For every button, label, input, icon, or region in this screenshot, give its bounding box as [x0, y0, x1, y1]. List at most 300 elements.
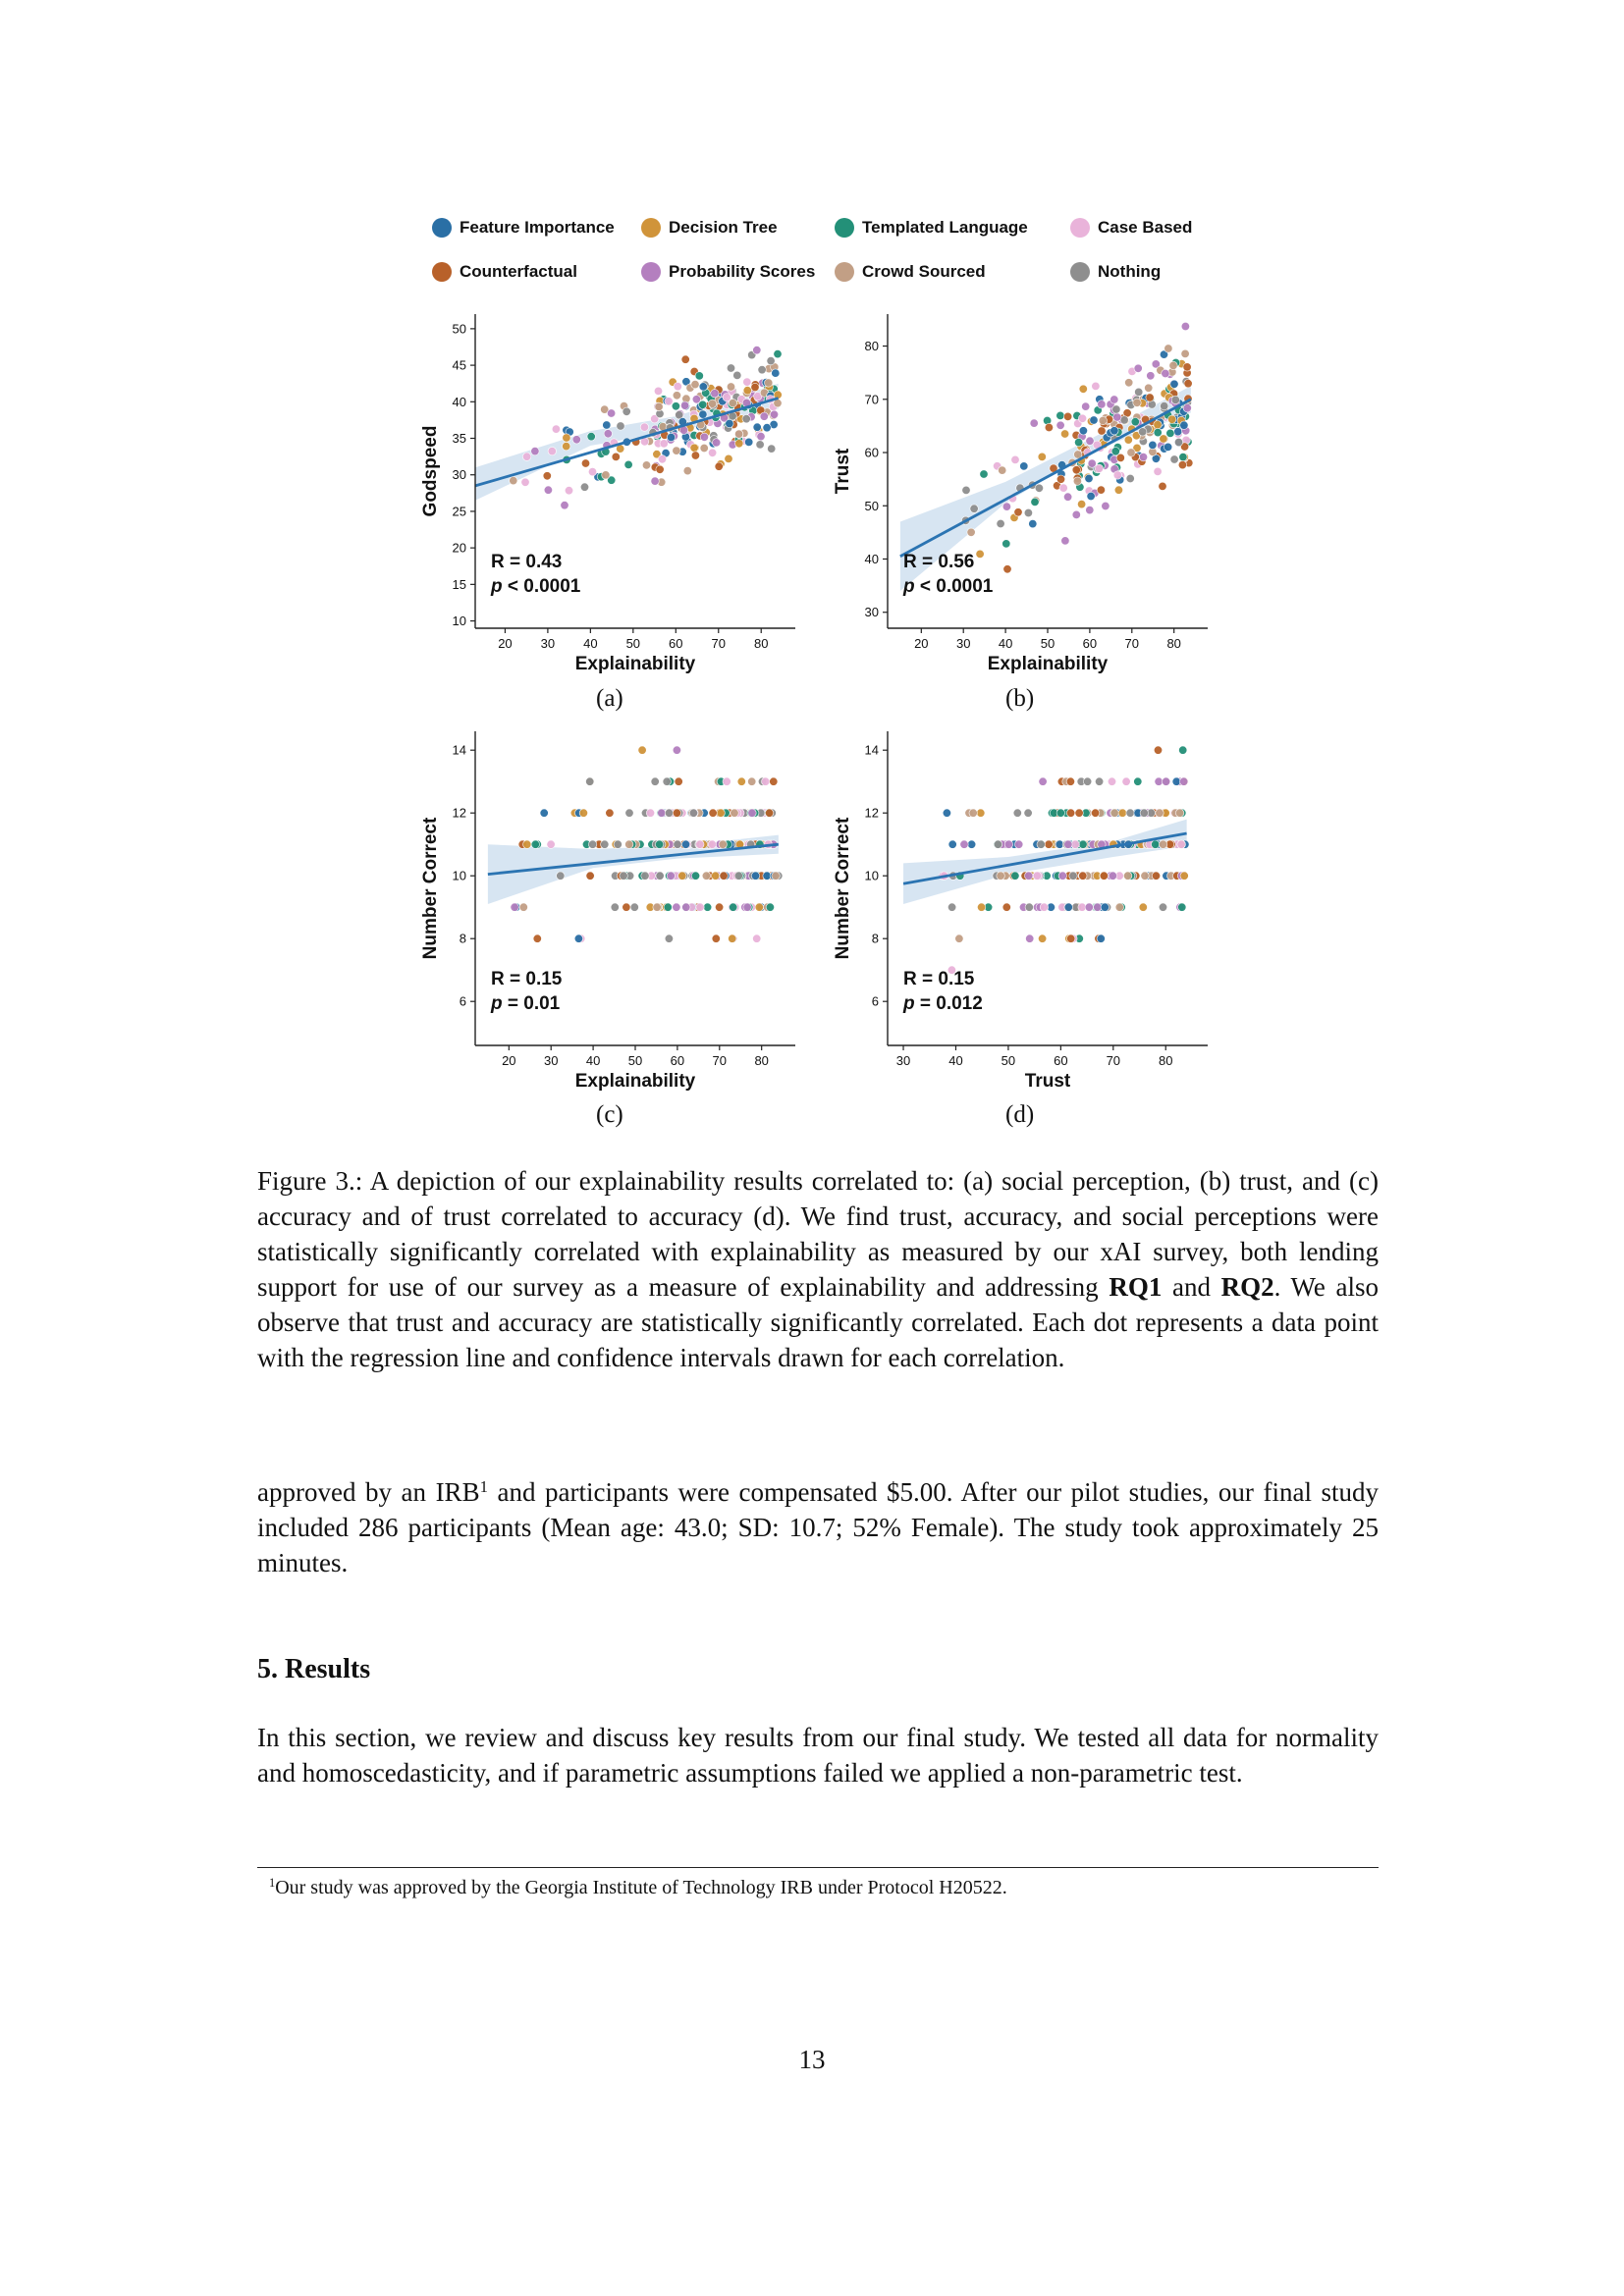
data-point — [586, 872, 594, 880]
data-point — [658, 455, 666, 463]
data-point — [1011, 872, 1019, 880]
data-point — [1135, 388, 1143, 396]
data-point — [1123, 872, 1131, 880]
data-point — [1004, 840, 1012, 848]
data-point — [625, 840, 633, 848]
y-tick-label: 60 — [864, 445, 879, 460]
data-point — [547, 840, 555, 848]
data-point — [1097, 934, 1105, 942]
x-tick-label: 30 — [543, 1053, 559, 1068]
data-point — [1156, 809, 1164, 817]
data-point — [1113, 413, 1121, 421]
legend-dot — [835, 262, 854, 282]
data-point — [1122, 777, 1130, 785]
data-point — [1085, 474, 1093, 482]
data-point — [715, 462, 723, 470]
data-point — [681, 840, 689, 848]
data-point — [723, 394, 731, 401]
stat-r: R = 0.43 — [491, 552, 563, 572]
x-tick-label: 50 — [1040, 636, 1056, 651]
data-point — [997, 519, 1004, 527]
data-point — [717, 809, 725, 817]
data-point — [543, 472, 551, 480]
data-point — [695, 372, 703, 380]
x-tick-label: 80 — [753, 636, 769, 651]
rq2-label: RQ2 — [1220, 1272, 1274, 1302]
data-point — [702, 872, 710, 880]
data-point — [1063, 412, 1071, 420]
data-point — [1056, 411, 1064, 419]
data-point — [588, 840, 596, 848]
data-point — [1033, 872, 1041, 880]
x-tick-label: 20 — [498, 636, 513, 651]
data-point — [1166, 429, 1174, 437]
data-point — [641, 872, 649, 880]
legend-dot — [835, 218, 854, 238]
data-point — [673, 746, 680, 754]
data-point — [521, 478, 529, 486]
data-point — [1078, 414, 1086, 422]
data-point — [1099, 416, 1107, 424]
data-point — [1169, 361, 1177, 369]
data-point — [734, 872, 742, 880]
data-point — [976, 550, 984, 558]
data-point — [708, 449, 716, 456]
data-point — [1134, 777, 1142, 785]
data-point — [1154, 746, 1162, 754]
legend-item-crowd-sourced: Crowd Sourced — [835, 262, 986, 282]
data-point — [1075, 809, 1083, 817]
data-point — [1038, 453, 1046, 460]
chart-c-svg — [412, 721, 805, 1095]
data-point — [1069, 872, 1077, 880]
data-point — [1179, 746, 1187, 754]
data-point — [943, 809, 950, 817]
data-point — [1170, 380, 1178, 388]
data-point — [762, 777, 770, 785]
data-point — [970, 505, 978, 512]
data-point — [1095, 464, 1103, 472]
data-point — [947, 903, 955, 911]
data-point — [1030, 419, 1038, 427]
data-point — [1039, 777, 1047, 785]
x-tick-label: 30 — [540, 636, 556, 651]
data-point — [1140, 809, 1148, 817]
data-point — [691, 380, 699, 388]
data-point — [997, 872, 1004, 880]
data-point — [1063, 493, 1071, 501]
y-tick-label: 8 — [459, 931, 466, 946]
y-tick-label: 40 — [864, 551, 879, 566]
data-point — [1003, 565, 1011, 573]
data-point — [748, 777, 756, 785]
confidence-band — [903, 820, 1187, 904]
y-axis-label: Godspeed — [420, 425, 441, 517]
data-point — [734, 430, 742, 438]
data-point — [772, 369, 780, 377]
y-tick-label: 15 — [452, 576, 466, 592]
data-point — [1126, 474, 1134, 482]
data-point — [955, 934, 963, 942]
data-point — [731, 809, 738, 817]
data-point — [638, 746, 646, 754]
chart-c — [412, 721, 805, 1095]
data-point — [700, 433, 708, 441]
data-point — [758, 366, 766, 374]
data-point — [1002, 540, 1010, 548]
data-point — [654, 387, 662, 395]
data-point — [712, 872, 720, 880]
data-point — [1064, 840, 1072, 848]
data-point — [667, 433, 675, 441]
data-point — [765, 379, 773, 387]
data-point — [548, 447, 556, 454]
x-tick-label: 30 — [955, 636, 971, 651]
y-tick-label: 80 — [864, 339, 879, 354]
data-point — [699, 400, 707, 408]
y-axis-label: Number Correct — [833, 817, 853, 960]
data-point — [665, 809, 673, 817]
data-point — [611, 903, 619, 911]
x-tick-label: 80 — [1159, 1053, 1173, 1068]
data-point — [1180, 777, 1188, 785]
chart-b-svg — [825, 304, 1218, 677]
data-point — [1131, 418, 1139, 426]
data-point — [1015, 840, 1023, 848]
footnote-divider — [257, 1867, 1379, 1868]
data-point — [1045, 840, 1053, 848]
chart-d-svg — [825, 721, 1218, 1095]
data-point — [748, 809, 756, 817]
x-tick-label: 70 — [712, 1053, 728, 1068]
data-point — [1094, 903, 1102, 911]
data-point — [960, 840, 968, 848]
data-point — [690, 444, 698, 452]
legend-item-templated-language: Templated Language — [835, 218, 1028, 238]
data-point — [1079, 385, 1087, 393]
data-point — [642, 461, 650, 469]
data-point — [1083, 777, 1091, 785]
data-point — [1162, 369, 1169, 377]
data-point — [733, 371, 741, 379]
data-point — [563, 442, 570, 450]
data-point — [1035, 484, 1043, 492]
data-point — [757, 432, 765, 440]
y-tick-label: 8 — [871, 931, 879, 946]
data-point — [703, 903, 711, 911]
data-point — [1178, 903, 1186, 911]
data-point — [999, 466, 1006, 474]
y-tick-label: 6 — [459, 993, 466, 1009]
data-point — [673, 392, 680, 400]
data-point — [1031, 498, 1039, 506]
legend-item-case-based: Case Based — [1070, 218, 1192, 238]
data-point — [533, 934, 541, 942]
data-point — [1002, 503, 1010, 510]
data-point — [624, 460, 632, 468]
data-point — [1040, 903, 1048, 911]
data-point — [980, 470, 988, 478]
chart-a-svg — [412, 304, 805, 677]
data-point — [1114, 486, 1122, 494]
data-point — [723, 777, 731, 785]
data-point — [510, 476, 517, 484]
stat-p: p = 0.012 — [903, 993, 983, 1014]
data-point — [1174, 438, 1182, 446]
data-point — [1139, 903, 1147, 911]
data-point — [1180, 872, 1188, 880]
data-point — [1161, 401, 1168, 409]
data-point — [1110, 809, 1118, 817]
data-point — [540, 809, 548, 817]
data-point — [742, 415, 750, 423]
stat-r: R = 0.15 — [491, 969, 563, 989]
data-point — [1155, 777, 1163, 785]
data-point — [607, 409, 615, 417]
data-point — [1100, 872, 1108, 880]
legend-dot — [432, 218, 452, 238]
data-point — [580, 483, 588, 491]
data-point — [765, 809, 773, 817]
data-point — [531, 447, 539, 454]
y-tick-label: 20 — [452, 540, 466, 556]
data-point — [770, 410, 778, 418]
data-point — [625, 809, 633, 817]
data-point — [755, 903, 763, 911]
y-tick-label: 50 — [864, 498, 879, 513]
data-point — [1102, 502, 1110, 509]
data-point — [1085, 903, 1093, 911]
data-point — [655, 840, 663, 848]
y-tick-label: 12 — [452, 805, 466, 821]
data-point — [1082, 402, 1090, 410]
data-point — [1108, 777, 1115, 785]
data-point — [745, 438, 753, 446]
x-tick-label: 20 — [914, 636, 929, 651]
data-point — [1101, 903, 1109, 911]
data-point — [531, 840, 539, 848]
data-point — [523, 840, 531, 848]
data-point — [1011, 455, 1019, 463]
data-point — [1025, 872, 1033, 880]
data-point — [1154, 467, 1162, 475]
x-tick-label: 40 — [998, 636, 1013, 651]
data-point — [673, 809, 680, 817]
data-point — [977, 809, 985, 817]
data-point — [606, 809, 614, 817]
data-point — [1014, 508, 1022, 516]
data-point — [1126, 809, 1134, 817]
legend-dot — [1070, 262, 1090, 282]
data-point — [720, 872, 728, 880]
data-point — [729, 934, 736, 942]
data-point — [1110, 427, 1118, 435]
data-point — [1056, 809, 1064, 817]
x-axis-label: Explainability — [574, 1071, 696, 1092]
data-point — [727, 383, 734, 391]
data-point — [760, 412, 768, 420]
data-point — [1073, 477, 1081, 485]
data-point — [630, 903, 638, 911]
data-point — [1159, 903, 1166, 911]
data-point — [1067, 934, 1075, 942]
data-point — [1013, 809, 1021, 817]
data-point — [696, 840, 704, 848]
data-point — [751, 872, 759, 880]
data-point — [1020, 462, 1028, 470]
data-point — [1146, 394, 1154, 401]
data-point — [737, 777, 745, 785]
data-point — [1152, 872, 1160, 880]
data-point — [743, 903, 751, 911]
data-point — [1086, 437, 1094, 445]
data-point — [1168, 415, 1176, 423]
data-point — [1174, 428, 1182, 436]
rq1-label: RQ1 — [1109, 1272, 1163, 1302]
data-point — [1177, 840, 1185, 848]
data-point — [948, 840, 956, 848]
data-point — [756, 441, 764, 449]
data-point — [682, 903, 690, 911]
data-point — [1072, 466, 1080, 474]
data-point — [708, 400, 716, 407]
data-point — [766, 903, 774, 911]
x-tick-label: 60 — [669, 636, 683, 651]
data-point — [1097, 486, 1105, 494]
data-point — [1147, 372, 1155, 380]
data-point — [680, 401, 688, 409]
data-point — [604, 430, 612, 438]
data-point — [544, 486, 552, 494]
y-tick-label: 14 — [864, 742, 879, 758]
data-point — [1056, 475, 1064, 483]
y-tick-label: 12 — [864, 805, 879, 821]
data-point — [581, 459, 589, 467]
y-axis-label: Number Correct — [420, 817, 441, 960]
panel-label-b: (b) — [1005, 685, 1035, 712]
data-point — [1087, 492, 1095, 500]
data-point — [753, 934, 761, 942]
y-tick-label: 30 — [452, 467, 466, 483]
data-point — [1141, 872, 1149, 880]
data-point — [726, 419, 733, 427]
data-point — [667, 872, 675, 880]
data-point — [519, 903, 527, 911]
data-point — [565, 487, 572, 495]
data-point — [1164, 443, 1171, 451]
data-point — [620, 872, 627, 880]
legend-item-counterfactual: Counterfactual — [432, 262, 577, 282]
data-point — [1109, 872, 1116, 880]
y-tick-label: 30 — [864, 605, 879, 620]
data-point — [1079, 840, 1087, 848]
data-point — [563, 434, 570, 442]
data-point — [712, 439, 720, 447]
data-point — [1038, 934, 1046, 942]
data-point — [1059, 484, 1067, 492]
data-point — [1124, 436, 1132, 444]
data-point — [767, 356, 775, 364]
legend-dot — [641, 262, 661, 282]
data-point — [1066, 777, 1074, 785]
data-point — [664, 903, 672, 911]
data-point — [1026, 934, 1034, 942]
data-point — [772, 872, 780, 880]
data-point — [1061, 537, 1069, 545]
x-axis-label: Explainability — [987, 654, 1109, 674]
footnote: $^1$Our study was approved by the Georgia Institute of Technology IRB under Protocol H20522. — [269, 1876, 1007, 1898]
footnote-ref: 1 — [479, 1476, 488, 1496]
data-point — [1060, 430, 1068, 438]
data-point — [1111, 448, 1119, 455]
data-point — [1115, 903, 1123, 911]
data-point — [699, 383, 707, 391]
data-point — [1098, 427, 1106, 435]
legend-item-probability-scores: Probability Scores — [641, 262, 815, 282]
data-point — [1037, 840, 1045, 848]
data-point — [1178, 460, 1186, 468]
body-paragraph-2: In this section, we review and discuss key results from our final study. We tested all data for normality and homoscedasticity, and if parametric assumptions failed we applied a non-parametric test. — [257, 1723, 1379, 1788]
x-tick-label: 70 — [1124, 636, 1140, 651]
x-tick-label: 40 — [948, 1053, 963, 1068]
x-tick-label: 30 — [895, 1053, 911, 1068]
data-point — [994, 840, 1001, 848]
data-point — [672, 402, 679, 410]
data-point — [1139, 453, 1147, 460]
x-tick-label: 60 — [1054, 1053, 1068, 1068]
data-point — [768, 445, 776, 453]
x-tick-label: 40 — [585, 1053, 601, 1068]
data-point — [711, 390, 719, 398]
data-point — [579, 809, 587, 817]
data-point — [656, 465, 664, 473]
data-point — [1079, 872, 1087, 880]
data-point — [1086, 506, 1094, 513]
data-point — [727, 364, 734, 372]
data-point — [1134, 364, 1142, 372]
data-point — [1133, 399, 1141, 406]
data-point — [1090, 416, 1098, 424]
data-point — [1079, 427, 1087, 435]
data-point — [561, 502, 568, 509]
data-point — [1066, 809, 1074, 817]
data-point — [1159, 482, 1166, 490]
x-tick-label: 70 — [1106, 1053, 1121, 1068]
data-point — [1118, 809, 1126, 817]
data-point — [1002, 903, 1010, 911]
data-point — [770, 777, 778, 785]
data-point — [587, 433, 595, 441]
data-point — [674, 840, 681, 848]
data-point — [1154, 428, 1162, 436]
data-point — [967, 528, 975, 536]
data-point — [653, 903, 661, 911]
data-point — [574, 934, 582, 942]
data-point — [1024, 809, 1032, 817]
x-tick-label: 60 — [670, 1053, 685, 1068]
data-point — [1175, 809, 1183, 817]
data-point — [1152, 840, 1160, 848]
data-point — [1162, 777, 1169, 785]
data-point — [1024, 508, 1032, 516]
data-point — [1095, 777, 1103, 785]
data-point — [683, 466, 691, 474]
data-point — [774, 349, 782, 357]
data-point — [743, 378, 751, 386]
stat-p: p = 0.01 — [491, 993, 561, 1014]
y-axis-label: Trust — [833, 448, 853, 495]
data-point — [1183, 404, 1191, 412]
